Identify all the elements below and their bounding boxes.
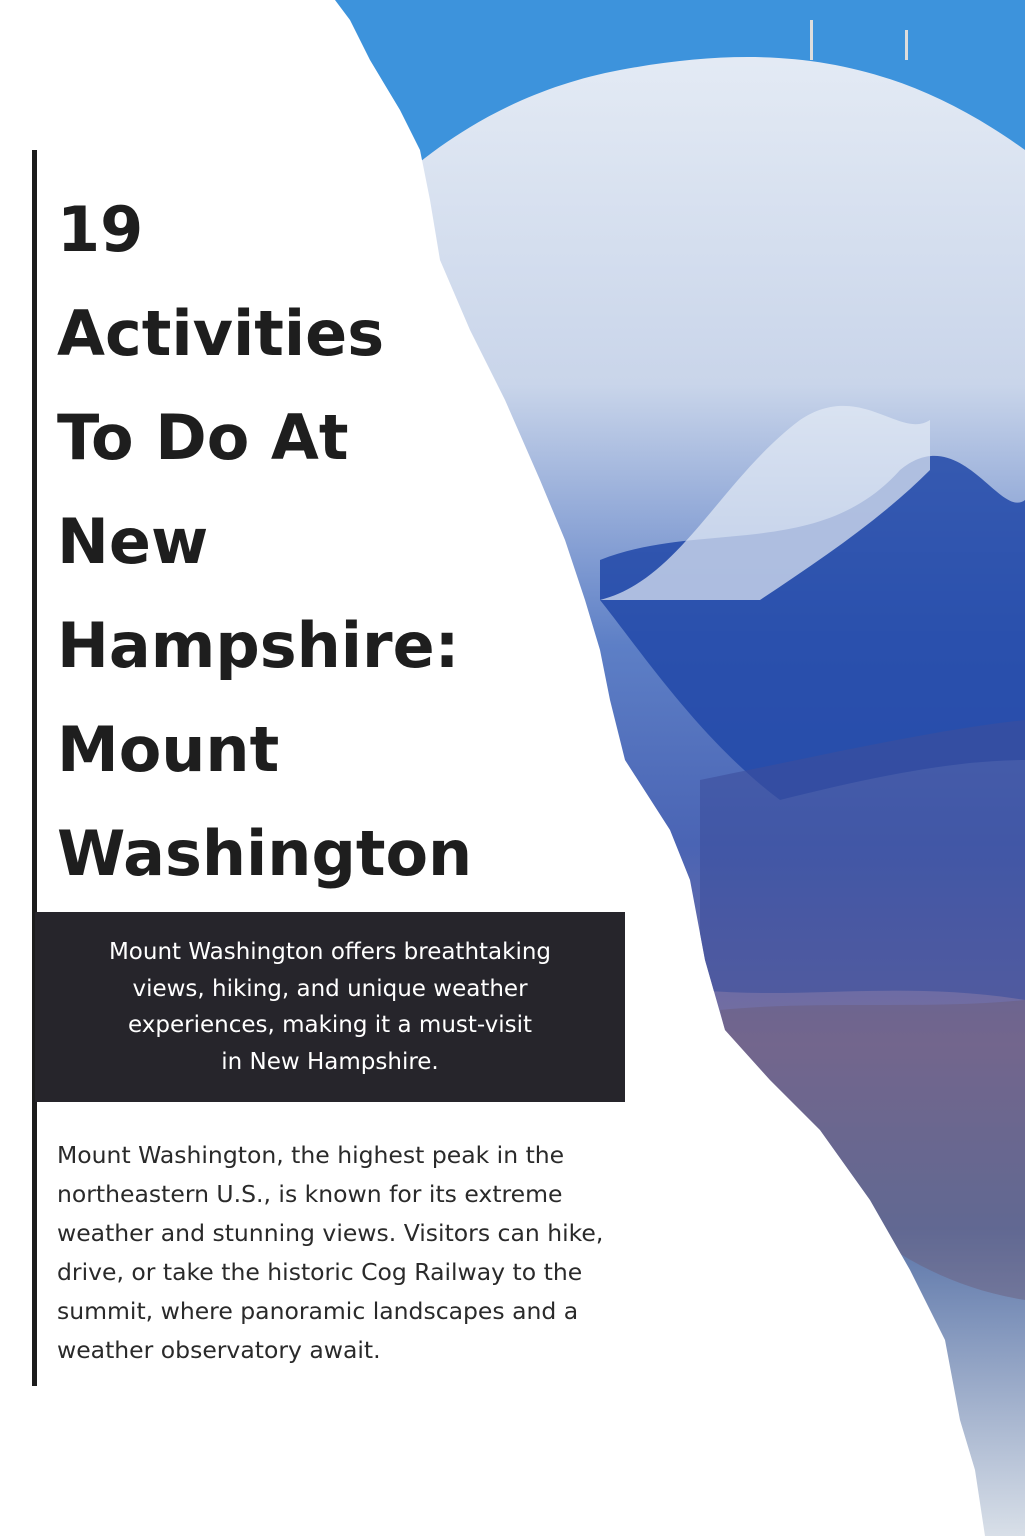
body-line: northeastern U.S., is known for its extreme bbox=[57, 1180, 563, 1208]
body-line: weather and stunning views. Visitors can hike, bbox=[57, 1219, 604, 1247]
callout-line: Mount Washington offers breathtaking bbox=[108, 939, 552, 965]
title-line: To Do At bbox=[57, 401, 349, 474]
callout-line: in New Hampshire. bbox=[221, 1048, 439, 1075]
description-paragraph bbox=[57, 1136, 697, 1370]
callout-line: experiences, making it a must-visit bbox=[128, 1012, 532, 1038]
title-line: Hampshire: bbox=[57, 609, 460, 682]
page-title bbox=[57, 178, 527, 906]
title-line: Washington bbox=[57, 817, 473, 890]
title-line: New bbox=[57, 505, 209, 578]
title-line: 19 bbox=[57, 193, 144, 266]
title-line: Mount bbox=[57, 713, 280, 786]
body-line: summit, where panoramic landscapes and a bbox=[57, 1297, 579, 1325]
callout-line: views, hiking, and unique weather bbox=[132, 975, 528, 1002]
summary-callout bbox=[35, 912, 625, 1102]
title-line: Activities bbox=[57, 297, 385, 370]
body-line: weather observatory await. bbox=[57, 1336, 381, 1364]
body-line: Mount Washington, the highest peak in the bbox=[57, 1141, 565, 1169]
accent-vertical-rule bbox=[32, 150, 37, 1386]
body-line: drive, or take the historic Cog Railway to the bbox=[57, 1258, 583, 1286]
